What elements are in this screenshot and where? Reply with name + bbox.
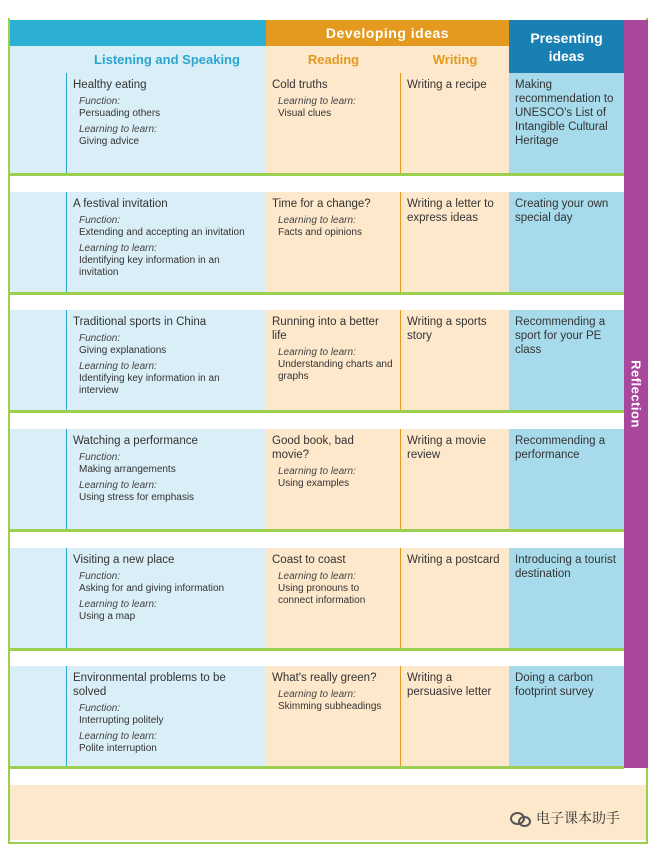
row-divider <box>10 766 624 769</box>
learning-label: Learning to learn: <box>79 361 157 372</box>
function-value: Extending and accepting an invitation <box>79 227 245 238</box>
presenting-text: Doing a carbon footprint survey <box>515 672 594 698</box>
writing-cell <box>401 192 509 292</box>
listening-speaking-cell <box>67 666 266 766</box>
ls-title: Traditional sports in China <box>73 316 207 328</box>
table-row <box>10 192 624 292</box>
writing-text: Writing a persuasive letter <box>407 672 492 698</box>
table-row <box>10 310 624 410</box>
reading-learning-label: Learning to learn: <box>278 571 356 582</box>
ls-title: Visiting a new place <box>73 554 175 566</box>
header-presenting-line1: Presenting <box>530 29 603 46</box>
reading-cell <box>266 310 401 410</box>
header-reading: Reading <box>266 46 401 73</box>
reading-learning-value: Facts and opinions <box>278 227 362 238</box>
function-label: Function: <box>79 571 121 582</box>
reading-cell <box>266 73 401 173</box>
presenting-cell <box>509 73 624 173</box>
ls-title: A festival invitation <box>73 198 168 210</box>
header-writing: Writing <box>401 46 509 73</box>
learning-label: Learning to learn: <box>79 124 157 135</box>
function-label: Function: <box>79 96 121 107</box>
header-developing-ideas: Developing ideas <box>266 20 509 46</box>
table-row <box>10 548 624 648</box>
table-row <box>10 666 624 766</box>
function-label: Function: <box>79 333 121 344</box>
writing-text: Writing a postcard <box>407 554 500 566</box>
writing-cell <box>401 548 509 648</box>
reading-title: Time for a change? <box>272 198 371 210</box>
writing-cell <box>401 429 509 529</box>
listening-speaking-cell <box>67 548 266 648</box>
row-divider <box>10 529 624 532</box>
function-label: Function: <box>79 215 121 226</box>
presenting-text: Recommending a sport for your PE class <box>515 316 606 356</box>
reading-learning-label: Learning to learn: <box>278 466 356 477</box>
reading-title: Running into a better life <box>272 316 379 342</box>
writing-text: Writing a letter to express ideas <box>407 198 494 224</box>
reading-learning-value: Using examples <box>278 478 350 489</box>
reading-learning-label: Learning to learn: <box>278 347 356 358</box>
function-value: Asking for and giving information <box>79 583 225 594</box>
reading-title: Good book, bad movie? <box>272 435 354 461</box>
learning-label: Learning to learn: <box>79 731 157 742</box>
listening-speaking-cell <box>67 429 266 529</box>
presenting-text: Creating your own special day <box>515 198 609 224</box>
row-index-cell <box>10 429 67 529</box>
reflection-column <box>624 20 648 768</box>
writing-text: Writing a movie review <box>407 435 487 461</box>
learning-value: Giving advice <box>79 136 140 147</box>
ls-title: Healthy eating <box>73 79 147 91</box>
function-value: Making arrangements <box>79 464 176 475</box>
header-presenting-ideas <box>509 20 624 73</box>
row-index-cell <box>10 548 67 648</box>
learning-value: Using a map <box>79 611 136 622</box>
listening-speaking-cell <box>67 73 266 173</box>
reading-learning-label: Learning to learn: <box>278 96 356 107</box>
header-presenting-line2: ideas <box>548 47 585 64</box>
reflection-label: Reflection <box>628 360 644 428</box>
header-blank-cell <box>10 46 68 73</box>
watermark <box>510 808 620 828</box>
wechat-icon <box>510 811 530 825</box>
row-divider <box>10 648 624 651</box>
reading-learning-value: Understanding charts and graphs <box>278 359 393 382</box>
listening-speaking-cell <box>67 310 266 410</box>
function-label: Function: <box>79 703 121 714</box>
presenting-text: Making recommendation to UNESCO's List of Intangible Cultural Heritage <box>515 79 614 147</box>
presenting-cell <box>509 310 624 410</box>
presenting-cell <box>509 192 624 292</box>
header-band-blue <box>10 20 266 46</box>
header-listening-speaking: Listening and Speaking <box>68 46 266 73</box>
row-divider <box>10 173 624 176</box>
reading-learning-value: Skimming subheadings <box>278 701 382 712</box>
row-index-cell <box>10 310 67 410</box>
learning-label: Learning to learn: <box>79 243 157 254</box>
presenting-text: Recommending a performance <box>515 435 606 461</box>
table-row <box>10 73 624 173</box>
presenting-cell <box>509 666 624 766</box>
reading-cell <box>266 666 401 766</box>
watermark-text: 电子课本助手 <box>536 810 620 826</box>
learning-value: Identifying key information in an interview <box>79 373 220 396</box>
reading-cell <box>266 548 401 648</box>
function-value: Persuading others <box>79 108 161 119</box>
learning-label: Learning to learn: <box>79 599 157 610</box>
reading-title: Cold truths <box>272 79 328 91</box>
presenting-text: Introducing a tourist destination <box>515 554 617 580</box>
reading-learning-label: Learning to learn: <box>278 689 356 700</box>
ls-title: Watching a performance <box>73 435 198 447</box>
row-index-cell <box>10 192 67 292</box>
table-row <box>10 429 624 529</box>
reading-learning-label: Learning to learn: <box>278 215 356 226</box>
writing-text: Writing a sports story <box>407 316 487 342</box>
presenting-cell <box>509 548 624 648</box>
writing-cell <box>401 73 509 173</box>
row-divider <box>10 292 624 295</box>
learning-label: Learning to learn: <box>79 480 157 491</box>
listening-speaking-cell <box>67 192 266 292</box>
reading-learning-value: Visual clues <box>278 108 332 119</box>
writing-cell <box>401 310 509 410</box>
writing-cell <box>401 666 509 766</box>
writing-text: Writing a recipe <box>407 79 487 91</box>
row-index-cell <box>10 666 67 766</box>
function-value: Giving explanations <box>79 345 167 356</box>
learning-value: Identifying key information in an invitation <box>79 255 220 278</box>
row-divider <box>10 410 624 413</box>
reading-cell <box>266 192 401 292</box>
reading-cell <box>266 429 401 529</box>
ls-title: Environmental problems to be solved <box>73 672 226 698</box>
reading-learning-value: Using pronouns to connect information <box>278 583 366 606</box>
row-index-cell <box>10 73 67 173</box>
function-value: Interrupting politely <box>79 715 164 726</box>
reading-title: What's really green? <box>272 672 377 684</box>
learning-value: Using stress for emphasis <box>79 492 195 503</box>
presenting-cell <box>509 429 624 529</box>
function-label: Function: <box>79 452 121 463</box>
reading-title: Coast to coast <box>272 554 346 566</box>
learning-value: Polite interruption <box>79 743 157 754</box>
